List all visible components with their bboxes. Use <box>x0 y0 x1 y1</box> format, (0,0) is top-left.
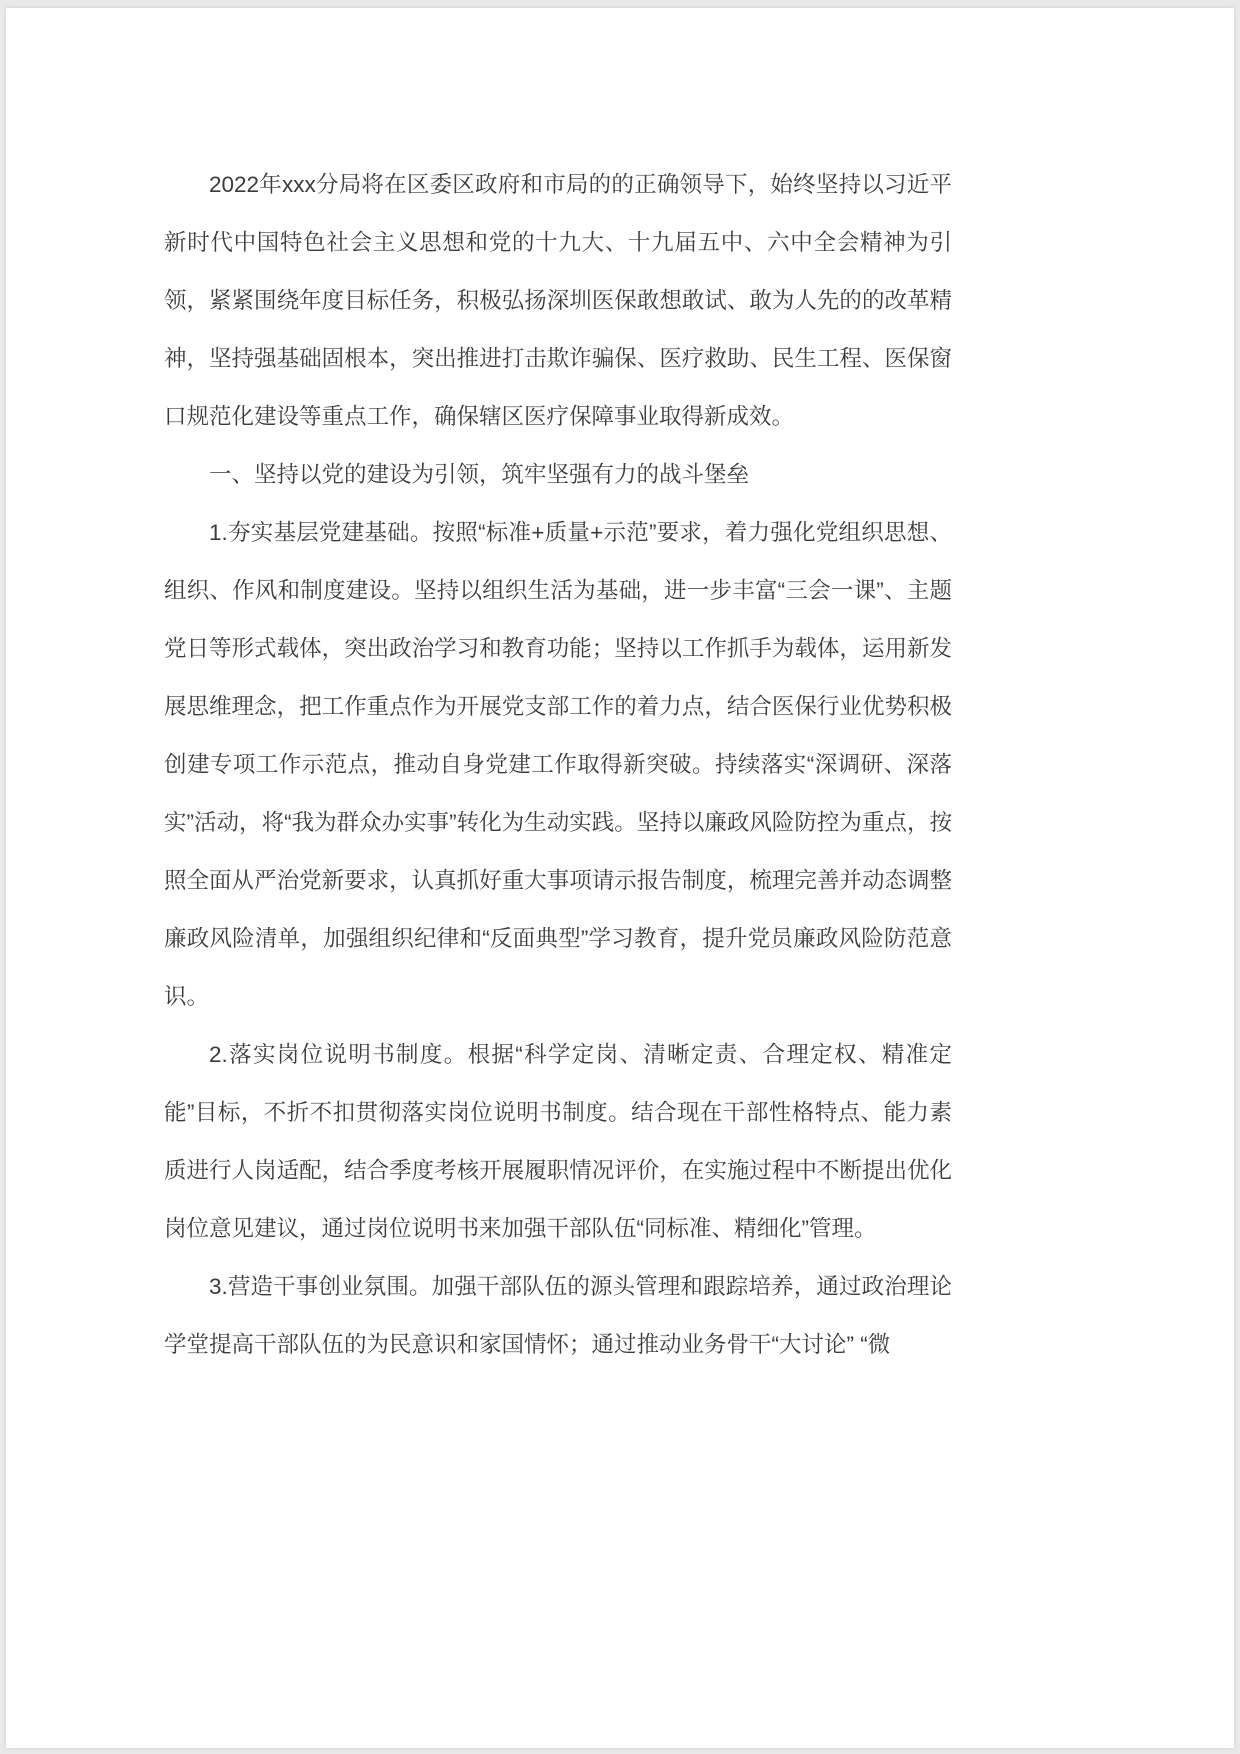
paragraph-point-1: 1.夯实基层党建基础。按照“标准+质量+示范”要求，着力强化党组织思想、组织、作风和制度建设。坚持以组织生活为基础，进一步丰富“三会一课”、主题党日等形式载体，突出政治学习和教育功能；坚持以工作抓手为载体，运用新发展思维理念，把工作重点作为开展党支部工作的着力点，结合医保行业优势积极创建专项工作示范点，推动自身党建工作取得新突破。持续落实“深调研、深落实”活动，将“我为群众办实事”转化为生动实践。坚持以廉政风险防控为重点，按照全面从严治党新要求，认真抓好重大事项请示报告制度，梳理完善并动态调整廉政风险清单，加强组织纪律和“反面典型”学习教育，提升党员廉政风险防范意识。 <box>164 520 952 1009</box>
document-content <box>6 8 1234 1374</box>
section-heading-1: 一、坚持以党的建设为引领，筑牢坚强有力的战斗堡垒 <box>209 462 750 487</box>
paragraph-point-3: 3.营造干事创业氛围。加强干部队伍的源头管理和跟踪培养，通过政治理论学堂提高干部队伍的为民意识和家国情怀；通过推动业务骨干“大讨论” “微 <box>164 1274 952 1357</box>
document-page <box>6 8 1234 1748</box>
paragraph-intro: 2022年xxx分局将在区委区政府和市局的的正确领导下，始终坚持以习近平新时代中国特色社会主义思想和党的十九大、十九届五中、六中全会精神为引领，紧紧围绕年度目标任务，积极弘扬深圳医保敢想敢试、敢为人先的的改革精神，坚持强基础固根本，突出推进打击欺诈骗保、医疗救助、民生工程、医保窗口规范化建设等重点工作，确保辖区医疗保障事业取得新成效。 <box>164 172 952 429</box>
paragraph-point-2: 2.落实岗位说明书制度。根据“科学定岗、清晰定责、合理定权、精准定能”目标，不折不扣贯彻落实岗位说明书制度。结合现在干部性格特点、能力素质进行人岗适配，结合季度考核开展履职情况评价，在实施过程中不断提出优化岗位意见建议，通过岗位说明书来加强干部队伍“同标准、精细化”管理。 <box>164 1042 952 1241</box>
